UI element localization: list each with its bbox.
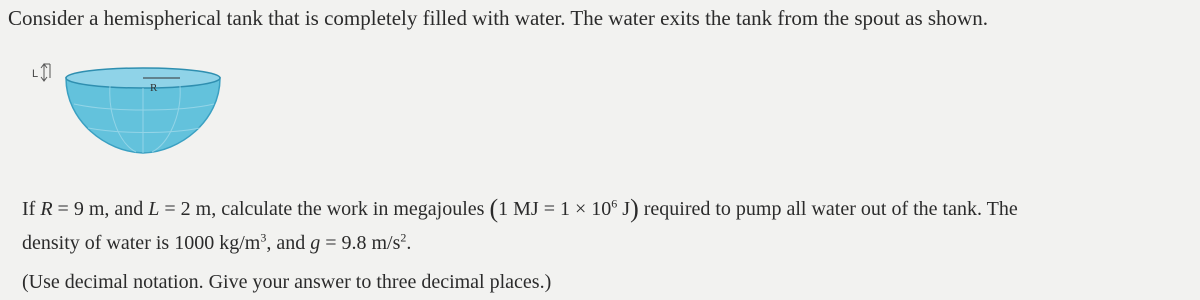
intro-text: Consider a hemispherical tank that is completely filled with water. The water exits the tank from the spout as shown. [8, 6, 988, 30]
exponent-6: 6 [611, 196, 618, 211]
text-segment: = 9.8 m/s [320, 232, 401, 254]
text-segment: density of water is 1000 kg/m [22, 232, 261, 254]
text-segment: J [617, 198, 631, 220]
label-L: L [32, 68, 39, 80]
text-segment: = 2 m, calculate the work in megajoules [159, 198, 490, 220]
text-segment: , and [266, 232, 311, 254]
text-segment: 1 MJ = 1 × 10 [498, 198, 612, 220]
hemispherical-tank-figure [30, 56, 230, 166]
exponent-3: 3 [260, 230, 267, 245]
instruction-note: (Use decimal notation. Give your answer to three decimal places.) [22, 271, 552, 293]
var-g: g [310, 232, 321, 254]
problem-line-2 [22, 226, 1192, 260]
spout-arrow [41, 64, 50, 81]
text-segment: = 9 m, and [52, 198, 149, 220]
text-segment: If [22, 198, 41, 220]
problem-line-1 [22, 192, 1192, 226]
right-paren: ) [630, 194, 639, 223]
var-R: R [40, 198, 53, 220]
tank-svg [30, 56, 230, 166]
exponent-2: 2 [400, 230, 407, 245]
problem-statement [22, 192, 1192, 260]
var-L: L [148, 198, 160, 220]
left-paren: ( [489, 194, 499, 223]
text-segment: . [406, 232, 412, 254]
text-segment: required to pump all water out of the tank. The [638, 198, 1018, 220]
label-R: R [150, 82, 158, 94]
